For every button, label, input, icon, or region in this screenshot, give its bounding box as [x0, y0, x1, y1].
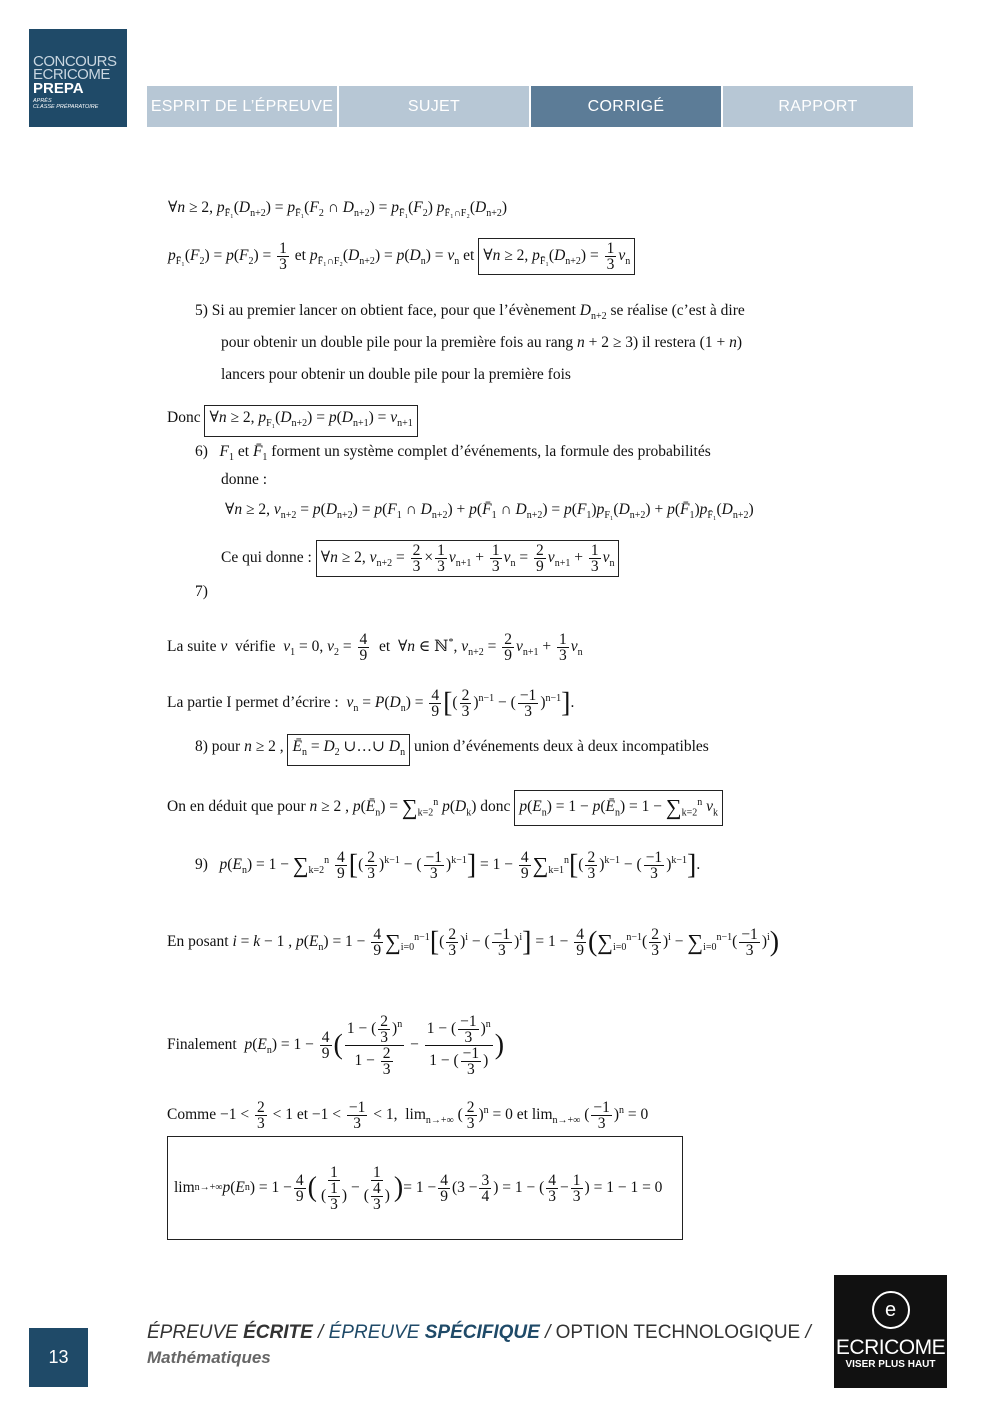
q6-formula: ∀n ≥ 2, $v_{n+2} = p(D_{n+2}) = p(F_1$ ∩ $D_{n+2}$) + $p(F̄_1$ ∩ $D_{n+2}) = p(F_1)p_{F_1}(D_{n+2})$ + $p(F̄_1)p_{F̄_1}(D_{n+2})$	[225, 501, 754, 522]
footer-caption: ÉPREUVE ÉCRITE / ÉPREUVE SPÉCIFIQUE / OPTION TECHNOLOGIQUE / Mathématiques	[147, 1322, 811, 1367]
donc-line: Donc ∀n ≥ 2, $p_{F_1}(D_{n+2}) = p(D_{n+1}) = v_{n+1}$	[167, 405, 418, 437]
tab-rapport[interactable]: RAPPORT	[723, 86, 913, 127]
page-number: 13	[29, 1328, 88, 1387]
q5-line-2: pour obtenir un double pile pour la première fois au rang n + 2 ≥ 3) il restera (1 + n)	[221, 334, 742, 351]
q8-deduit: On en déduit que pour n ≥ 2 , $p(Ē_n) = \sum_{k=2}^n$ $p(D_k)$ donc $p(E_n) = 1$ − $p(Ē_n) = 1 - \sum_{k=2}^n$ $v_k$	[167, 790, 723, 826]
q9-line: 9) $p(E_n) = 1 - \sum_{k=2}^n$ $\frac{4}{9}$ [( $\frac{2}{3}$ )$^{k-1}$ − ( $\frac{-1}{3}$ )$^{k-1}$] = 1 − $\frac{4}{9}$ $\sum_{k=1}^n$[( $\frac{2}{3}$ )$^{k-1}$ − ( $\frac{-1}{3}$ )$^{k-1}$].	[195, 849, 701, 882]
concours-logo: CONCOURS ECRICOME PREPA APRÈS CLASSE PRÉPARATOIRE	[29, 29, 127, 127]
q9-finalement: Finalement $p(E_n) = 1$ − $\frac{4}{9}$ ( 1 − ( $\frac{2}{3}$ )$^n$ 1 − $\frac{2}{3}$ − 1 − ( $\frac{-1}{3}$ )$^n$ 1 − ( $\frac{-1}{3}$ ) )	[167, 1013, 505, 1078]
q8-line: 8) pour n ≥ 2 , $Ē_n = D_2$ ∪…∪ $D_n$ union d’événements deux à deux incompatibles	[195, 734, 709, 766]
tab-esprit[interactable]: ESPRIT DE L’ÉPREUVE	[147, 86, 337, 127]
q7-suite: La suite v vérifie $v_1 = 0$, $v_2$ = $\frac{4}{9}$ et ∀n ∈ ℕ*, $v_{n+2}$ = $\frac{2}{9}$ $v_{n+1}$ + $\frac{1}{3}$ $v_n$	[167, 631, 583, 664]
ecricome-logo: e ECRICOME VISER PLUS HAUT	[834, 1275, 947, 1388]
final-limit-box: lim n→+∞ p ( E n ) = 1 − $\frac{4}{9}$ ( 1 ( $\frac{1}{3}$ ) − 1 ( $\frac{4}{3}$ ) ) = 1 − $\frac{4}{9}$ (3 − $\frac{3}{4}$ ) = 1 − ( $\frac{4}{3}$ − $\frac{1}{3}$ ) = 1 − 1 = 0	[167, 1136, 683, 1240]
ecricome-e-icon: e	[872, 1291, 910, 1329]
formula-line-2: $p_{F̄_1}(F_2) = p(F_2)$ = $\frac{1}{3}$ et $p_{F̄_1\cap F_2}(D_{n+2}) = p(D_n) = v_n$ et ∀n ≥ 2, $p_{F̄_1}(D_{n+2})$ = $\frac{1}{3}$ $v_n$	[168, 238, 635, 275]
q9-posant: En posant i = k − 1 , $p(E_n) = 1$ − $\frac{4}{9}$ $\sum_{i=0}^{n-1}$[( $\frac{2}{3}$ )$^i$ − ( $\frac{-1}{3}$ )$^i$] = 1 − $\frac{4}{9}$ ($\sum_{i=0}^{n-1}$( $\frac{2}{3}$ )$^i - \sum_{i=0}^{n-1}$( $\frac{-1}{3}$ )$^i$)	[167, 926, 780, 959]
formula-line-1: ∀n ≥ 2, $p_{F̄_1}(D_{n+2}) = p_{F̄_1}(F_2$ ∩ $D_{n+2}) = p_{F̄_1}(F_2)$ $p_{F̄_1\cap F_2}(D_{n+2})$	[168, 199, 508, 220]
tab-corrige[interactable]: CORRIGÉ	[531, 86, 721, 127]
q9-comme: Comme −1 < $\frac{2}{3}$ < 1 et −1 < $\frac{-1}{3}$ < 1, $\lim_{n\to+\infty}$ ( $\frac{2}{3}$ )$^n$ = 0 et $\lim_{n\to+\infty}$ ( $\frac{-1}{3}$ )$^n$ = 0	[167, 1099, 649, 1132]
q5-line-3: lancers pour obtenir un double pile pour la première fois	[221, 366, 571, 383]
q6-line-1: 6) $F_1$ et $F̄_1$ forment un système complet d’événements, la formule des probabilités	[195, 443, 711, 464]
tab-sujet[interactable]: SUJET	[339, 86, 529, 127]
q6-line-2: donne :	[221, 471, 268, 488]
subject-label: Mathématiques	[147, 1348, 271, 1367]
q5-line-1: 5) Si au premier lancer on obtient face, pour que l’évènement $D_{n+2}$ se réalise (c’est à dire	[195, 302, 745, 323]
section-tabs	[147, 86, 915, 127]
q6-result: Ce qui donne : ∀n ≥ 2, $v_{n+2}$ = $\frac{2}{3}$ × $\frac{1}{3}$ $v_{n+1}$ + $\frac{1}{3}$ $v_n$ = $\frac{2}{9}$ $v_{n+1}$ + $\frac{1}{3}$ $v_n$	[221, 540, 619, 577]
q7-label: 7)	[195, 583, 208, 600]
q7-partie: La partie I permet d’écrire : $v_n = P(D_n)$ = $\frac{4}{9}$ [( $\frac{2}{3}$ )$^{n-1}$ − ( $\frac{-1}{3}$ )$^{n-1}$].	[167, 687, 575, 720]
